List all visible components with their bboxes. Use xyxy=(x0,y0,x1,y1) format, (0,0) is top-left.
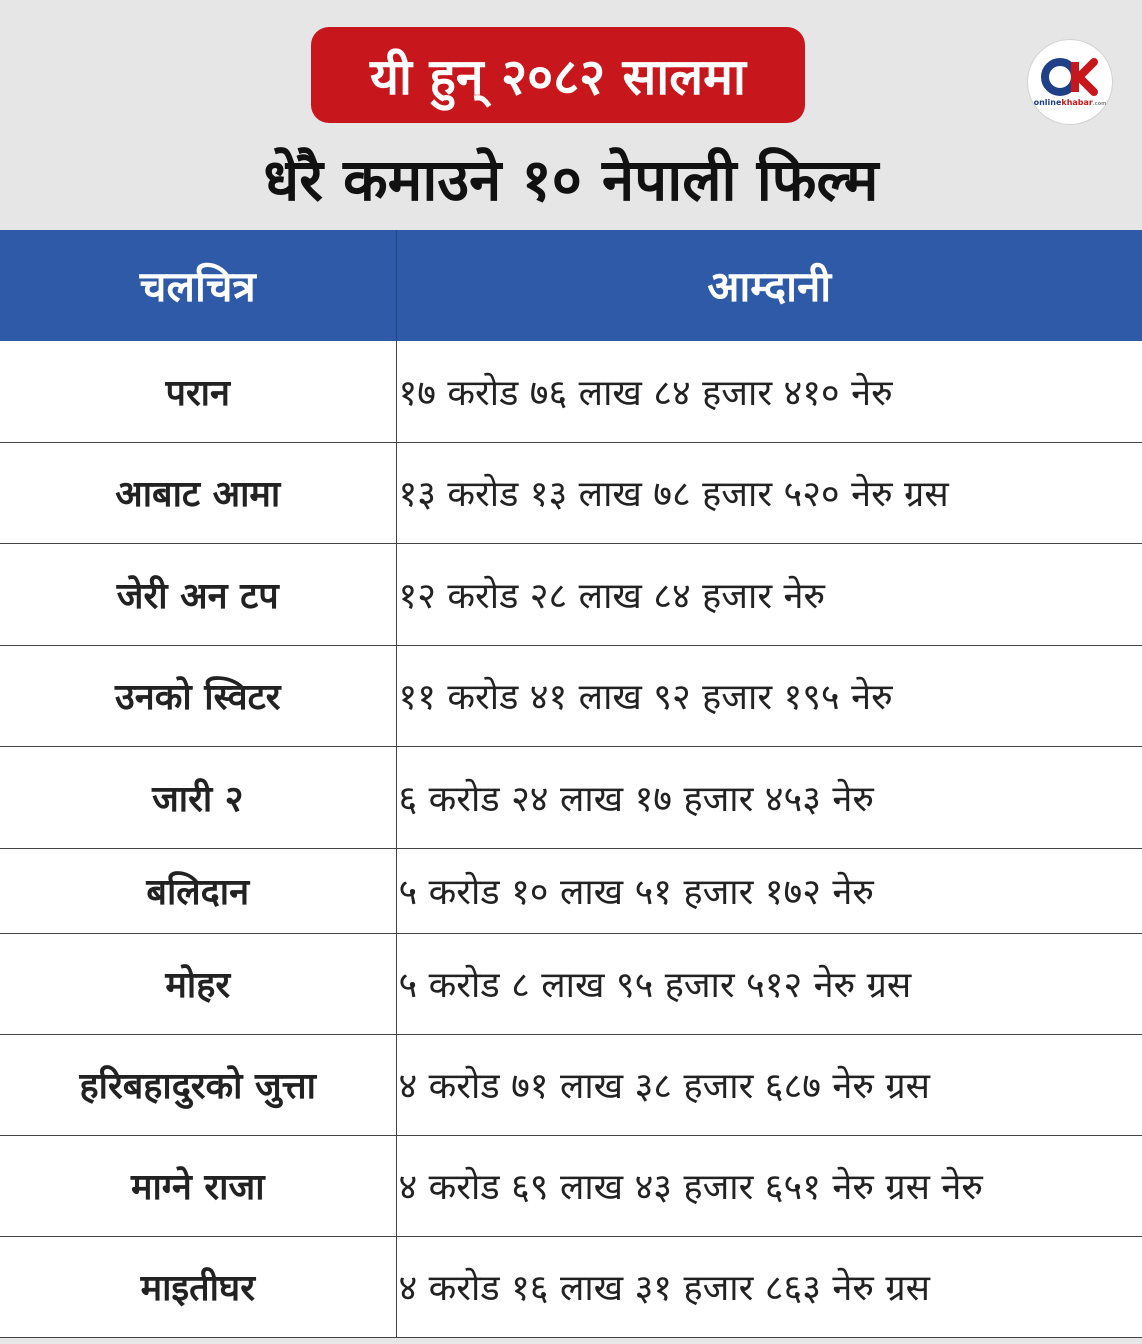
ok-logo-icon xyxy=(1028,40,1112,124)
table-row xyxy=(0,341,1142,442)
film-name: जेरी अन टप xyxy=(0,543,396,645)
film-earning: १२ करोड २८ लाख ८४ हजार नेरु xyxy=(396,543,1142,645)
film-earning: १७ करोड ७६ लाख ८४ हजार ४१० नेरु xyxy=(396,341,1142,442)
film-earning: ४ करोड १६ लाख ३१ हजार ८६३ नेरु ग्रस xyxy=(396,1236,1142,1337)
film-earning: ४ करोड ७१ लाख ३८ हजार ६८७ नेरु ग्रस xyxy=(396,1034,1142,1135)
table-row xyxy=(0,746,1142,848)
table-row xyxy=(0,442,1142,543)
column-header-earning: आम्दानी xyxy=(396,230,1142,341)
film-name: हरिबहादुरको जुत्ता xyxy=(0,1034,396,1135)
film-name: आबाट आमा xyxy=(0,442,396,543)
film-earning: ६ करोड २४ लाख १७ हजार ४५३ नेरु xyxy=(396,746,1142,848)
film-name: परान xyxy=(0,341,396,442)
films-earnings-table xyxy=(0,230,1142,1338)
film-name: मोहर xyxy=(0,933,396,1034)
film-earning: ४ करोड ६९ लाख ४३ हजार ६५१ नेरु ग्रस नेरु xyxy=(396,1135,1142,1236)
table-row xyxy=(0,1236,1142,1337)
onlinekhabar-logo[interactable] xyxy=(1028,40,1112,124)
table-row xyxy=(0,645,1142,746)
film-name: माग्ने राजा xyxy=(0,1135,396,1236)
film-name: उनको स्विटर xyxy=(0,645,396,746)
film-earning: ५ करोड १० लाख ५१ हजार १७२ नेरु xyxy=(396,848,1142,933)
film-name: बलिदान xyxy=(0,848,396,933)
column-header-film: चलचित्र xyxy=(0,230,396,341)
table-row xyxy=(0,543,1142,645)
table-row xyxy=(0,1034,1142,1135)
film-earning: ११ करोड ४१ लाख ९२ हजार १९५ नेरु xyxy=(396,645,1142,746)
table-header-row xyxy=(0,230,1142,341)
page-title: धेरै कमाउने १० नेपाली फिल्म xyxy=(263,146,879,214)
header xyxy=(0,0,1142,230)
film-name: माइतीघर xyxy=(0,1236,396,1337)
logo-wordmark: onlinekhabar.com xyxy=(1033,98,1107,107)
film-earning: ५ करोड ८ लाख ९५ हजार ५१२ नेरु ग्रस xyxy=(396,933,1142,1034)
table-row xyxy=(0,1135,1142,1236)
table-row xyxy=(0,848,1142,933)
title-badge: यी हुन् २०८२ सालमा xyxy=(311,27,805,123)
film-name: जारी २ xyxy=(0,746,396,848)
table-row xyxy=(0,933,1142,1034)
film-earning: १३ करोड १३ लाख ७८ हजार ५२० नेरु ग्रस xyxy=(396,442,1142,543)
